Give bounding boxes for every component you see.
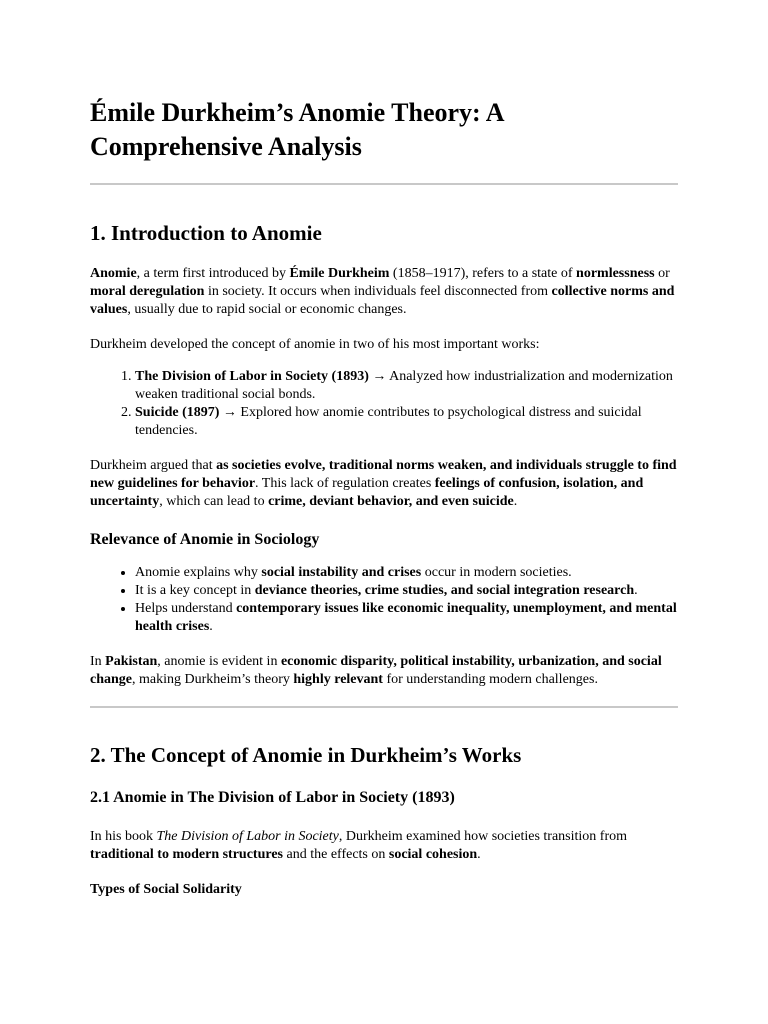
list-item: • Anomie explains why social instability and crises occur in modern societies.: [135, 564, 678, 582]
relevance-heading: Relevance of Anomie in Sociology: [90, 531, 320, 548]
intro-paragraph: Anomie, a term first introduced by Émile Durkheim (1858–1917), refers to a state of normlessness or moral deregulation in society. It occurs when individuals feel disconnected from collective norms and values, usually due to rapid social or economic changes.: [90, 266, 675, 317]
subsection-2-1-heading: 2.1 Anomie in The Division of Labor in Society (1893): [90, 789, 455, 806]
section-divider: [90, 706, 678, 708]
term-normlessness: normlessness: [576, 266, 655, 281]
section-2-heading: 2. The Concept of Anomie in Durkheim’s Works: [90, 743, 522, 767]
list-item: 1. The Division of Labor in Society (1893) → Analyzed how industrialization and modernization weaken traditional social bonds.: [135, 368, 678, 404]
list-item: • Helps understand contemporary issues like economic inequality, unemployment, and mental health crises.: [135, 600, 678, 636]
division-paragraph: In his book The Division of Labor in Society, Durkheim examined how societies transition from traditional to modern structures and the effects on social cohesion.: [90, 829, 627, 862]
section-divider: [90, 183, 678, 185]
section-1-heading: 1. Introduction to Anomie: [90, 221, 322, 245]
term-collective-norms: collective norms and values: [90, 284, 675, 317]
pakistan-paragraph: In Pakistan, anomie is evident in economic disparity, political instability, urbanization, and social change, making Durkheim’s theory highly relevant for understanding modern challenges.: [90, 654, 662, 687]
book-title: The Division of Labor in Society: [156, 829, 339, 844]
term-durkheim: Émile Durkheim: [289, 266, 390, 281]
term-anomie: Anomie: [90, 266, 137, 281]
relevance-list: [90, 564, 678, 636]
types-heading: Types of Social Solidarity: [90, 882, 242, 897]
works-intro-paragraph: Durkheim developed the concept of anomie in two of his most important works:: [90, 337, 540, 352]
argument-paragraph: Durkheim argued that as societies evolve, traditional norms weaken, and individuals struggle to find new guidelines for behavior. This lack of regulation creates feelings of confusion, isolation, and uncertainty, which can lead to crime, deviant behavior, and even suicide.: [90, 458, 677, 509]
works-list: [90, 368, 678, 440]
document-title: Émile Durkheim’s Anomie Theory: A Comprehensive Analysis: [90, 98, 504, 161]
term-moral-deregulation: moral deregulation: [90, 284, 205, 299]
list-item: • It is a key concept in deviance theories, crime studies, and social integration research.: [135, 582, 678, 600]
arrow-icon: →: [222, 405, 237, 420]
arrow-icon: →: [372, 369, 387, 384]
list-item: 2. Suicide (1897) → Explored how anomie contributes to psychological distress and suicidal tendencies.: [135, 404, 678, 440]
